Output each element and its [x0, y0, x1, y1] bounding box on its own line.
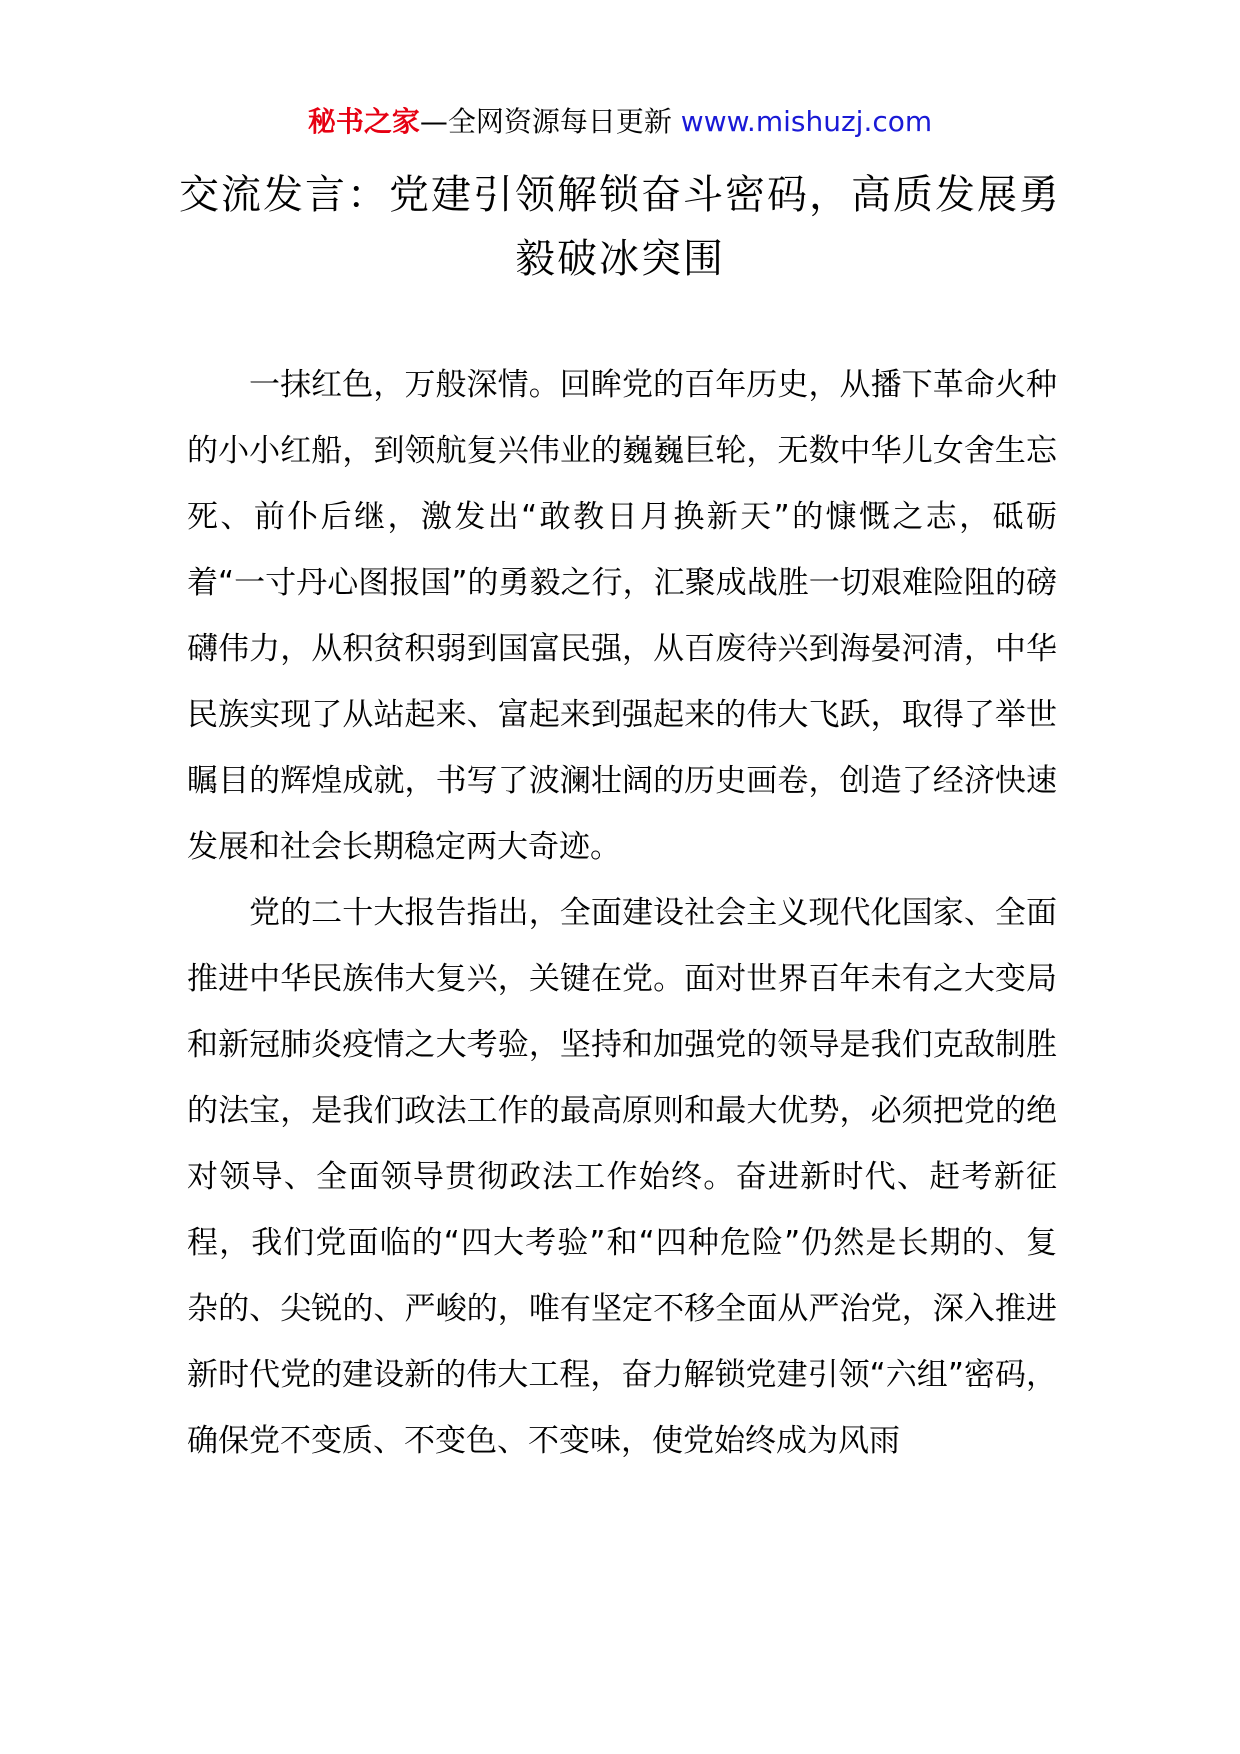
body-paragraph: 党的二十大报告指出，全面建设社会主义现代化国家、全面推进中华民族伟大复兴，关键在党。面对世界百年未有之大变局和新冠肺炎疫情之大考验，坚持和加强党的领导是我们克敌制胜的法宝，是我们政法工作的最高原则和最大优势，必须把党的绝对领导、全面领导贯彻政法工作始终。奋进新时代、赶考新征程，我们党面临的“四大考验”和“四种危险”仍然是长期的、复杂的、尖锐的、严峻的，唯有坚定不移全面从严治党，深入推进新时代党的建设新的伟大工程，奋力解锁党建引领“六组”密码，确保党不变质、不变色、不变味，使党始终成为风雨: [187, 895, 1057, 1459]
site-brand: 秘书之家: [307, 105, 420, 138]
document-title: 交流发言：党建引领解锁奋斗密码，高质发展勇毅破冰突围: [179, 172, 1061, 282]
site-tagline: —全网资源每日更新: [419, 105, 672, 138]
site-url-link[interactable]: www.mishuzj.com: [680, 105, 933, 138]
body-paragraph: 一抹红色，万般深情。回眸党的百年历史，从播下革命火种的小小红船，到领航复兴伟业的巍巍巨轮，无数中华儿女舍生忘死、前仆后继，激发出“敢教日月换新天”的慷慨之志，砥砺着“一寸丹心图报国”的勇毅之行，汇聚成战胜一切艰难险阻的磅礴伟力，从积贫积弱到国富民强，从百废待兴到海晏河清，中华民族实现了从站起来、富起来到强起来的伟大飞跃，取得了举世瞩目的辉煌成就，书写了波澜壮阔的历史画卷，创造了经济快速发展和社会长期稳定两大奇迹。: [187, 367, 1057, 865]
site-header: [0, 102, 1240, 142]
document-body: [187, 352, 1057, 1474]
